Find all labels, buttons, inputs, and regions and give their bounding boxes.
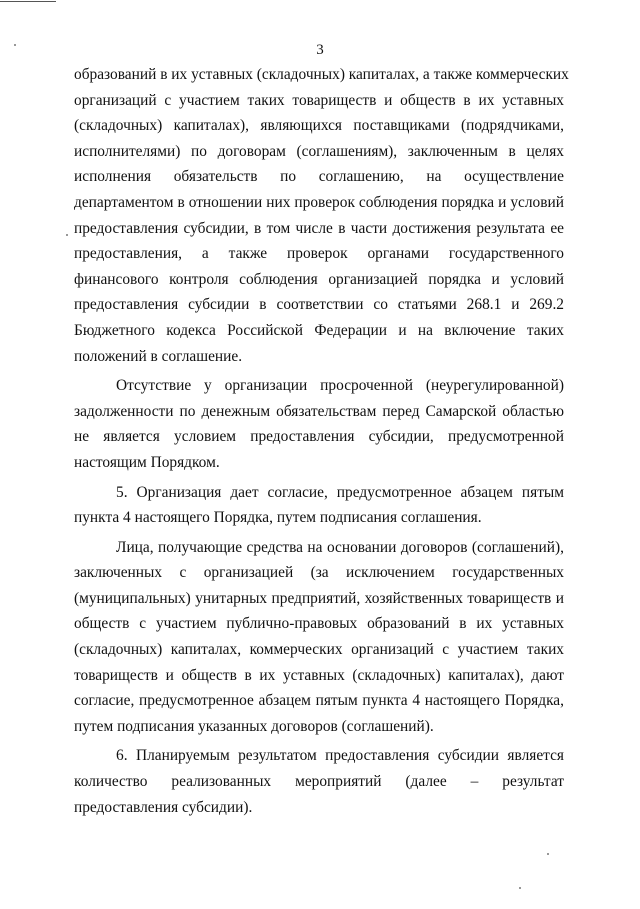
text-line: Лица, получающие средства на основании договоров (соглашений), [116, 538, 564, 556]
text-line: количество реализованных мероприятий (далее – результат [74, 773, 564, 791]
text-line: задолженности по денежным обязательствам перед Самарской областью [74, 402, 564, 420]
text-line: предоставления субсидии, в том числе в части достижения результата ее [74, 219, 564, 237]
paragraph-2 [74, 373, 564, 475]
document-body [74, 62, 569, 824]
text-line: предоставления субсидии). [74, 798, 253, 816]
paragraph-4 [74, 535, 564, 740]
text-line: организаций с участием таких товариществ и обществ в их уставных [74, 91, 564, 109]
paragraph-5 [74, 743, 564, 820]
scan-speck [66, 234, 68, 236]
text-line: товариществ и обществ в их уставных (складочных) капиталах), дают [74, 666, 564, 684]
scan-speck [519, 887, 521, 889]
paragraph-3 [74, 480, 564, 531]
scan-speck [547, 853, 549, 855]
text-line: исполнения обязательств по соглашению, на осуществление [74, 168, 564, 186]
text-line: департаментом в отношении них проверок соблюдения порядка и условий [74, 193, 564, 211]
scan-speck [14, 44, 16, 46]
text-line: настоящим Порядком. [74, 453, 220, 471]
text-line: предоставления субсидии в соответствии со статьями 268.1 и 269.2 [74, 296, 564, 314]
text-line: согласие, предусмотренное абзацем пятым пункта 4 настоящего Порядка, [74, 692, 564, 710]
text-line: (складочных) капиталах, коммерческих организаций с участием таких [74, 641, 564, 659]
text-line: финансового контроля соблюдения организацией порядка и условий [74, 270, 564, 288]
paragraph-1 [74, 62, 569, 369]
text-line: Отсутствие у организации просроченной (неурегулированной) [116, 377, 564, 395]
text-line: положений в соглашение. [74, 347, 243, 365]
text-line: 6. Планируемым результатом предоставления субсидии является [116, 747, 564, 765]
text-line: предоставления, а также проверок органами государственного [74, 245, 564, 263]
page-number: 3 [316, 42, 324, 58]
text-line: заключенных с организацией (за исключением государственных [74, 564, 564, 582]
text-line: Бюджетного кодекса Российской Федерации и на включение таких [74, 321, 564, 339]
text-line: (складочных) капиталах), являющихся поставщиками (подрядчиками, [74, 117, 564, 135]
text-line: (муниципальных) унитарных предприятий, хозяйственных товариществ и [74, 589, 564, 607]
text-line: обществ с участием публично-правовых образований в их уставных [74, 615, 564, 633]
top-rule [0, 1, 56, 2]
text-line: не является условием предоставления субсидии, предусмотренной [74, 428, 564, 446]
text-line: исполнителями) по договорам (соглашениям), заключенным в целях [74, 142, 564, 160]
text-line: пункта 4 настоящего Порядка, путем подписания соглашения. [74, 509, 482, 527]
text-line: 5. Организация дает согласие, предусмотренное абзацем пятым [116, 483, 564, 501]
text-line: образований в их уставных (складочных) капиталах, а также коммерческих [74, 66, 569, 83]
text-line: путем подписания указанных договоров (соглашений). [74, 717, 434, 735]
